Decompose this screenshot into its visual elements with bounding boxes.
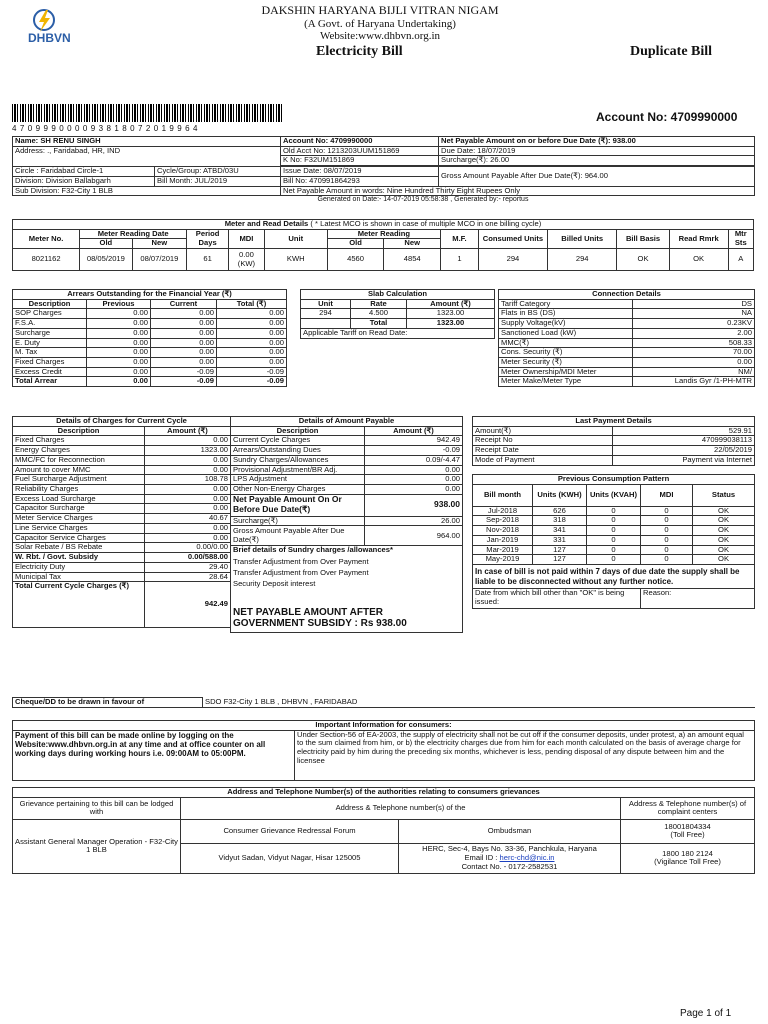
slab-cell: 4.500 (351, 309, 407, 319)
sundry-item: Transfer Adjustment from Over Payment (231, 567, 463, 578)
vigilance-label: (Vigilance Toll Free) (654, 857, 721, 867)
charge-label: Reliability Charges (13, 485, 145, 495)
consumption-header: Bill month (473, 484, 533, 506)
slab-cell: 1323.00 (407, 309, 495, 319)
arrears-cell: M. Tax (13, 348, 87, 358)
arrears-header: Current (151, 299, 217, 309)
last-payment-value: 22/05/2019 (613, 446, 755, 456)
consumption-cell: 0 (641, 516, 693, 526)
connection-value: 2.00 (633, 328, 755, 338)
arrears-cell: 0.00 (87, 358, 151, 368)
account-no: Account No: 4709990000 (281, 137, 439, 147)
charge-label: Amount to cover MMC (13, 465, 145, 475)
sundry-title: Brief details of Sundry charges /allowances* (231, 546, 463, 555)
bill-basis-header: Bill Basis (617, 229, 669, 248)
barcode (12, 104, 282, 122)
connection-label: Supply Voltage(kV) (499, 319, 633, 329)
arrears-table (12, 289, 286, 387)
last-payment-title: Last Payment Details (473, 417, 755, 427)
consumption-header: Units (KWH) (533, 484, 587, 506)
k-no: K No: F32UM151869 (281, 156, 439, 166)
payable-value: 0.09/-4.47 (365, 455, 463, 465)
logo-text: DHBVN (28, 31, 71, 45)
org-subtitle: (A Govt. of Haryana Undertaking) (304, 17, 456, 30)
page-number: Page 1 of 1 (680, 1008, 732, 1019)
payable-label: Current Cycle Charges (231, 436, 365, 446)
payable-label: Provisional Adjustment/BR Adj. (231, 465, 365, 475)
meter-cell: 4560 (327, 249, 384, 271)
slab-title: Slab Calculation (301, 290, 495, 300)
old-reading-header: Old (327, 239, 384, 249)
toll-free-label: (Toll Free) (670, 830, 705, 840)
arrears-cell: 0.00 (217, 319, 287, 329)
cheque-payee: SDO F32-City 1 BLB , DHBVN , FARIDABAD (203, 698, 755, 708)
charge-value: 0.00 (145, 455, 231, 465)
connection-label: Tariff Category (499, 299, 633, 309)
customer-address: Address: ., Faridabad, HR, IND (13, 146, 281, 166)
connection-value: NA (633, 309, 755, 319)
charge-label: Fixed Charges (13, 436, 145, 446)
meter-note: ( * Latest MCO is shown in case of multiple MCO in one billing cycle) (310, 219, 542, 228)
charge-label: Line Service Charges (13, 523, 145, 533)
disconnection-note: In case of bill is not paid within 7 days of due date the supply shall be liable to be disconnected without any further notice. (473, 565, 755, 589)
read-rmrk-header: Read Rmrk (669, 229, 728, 248)
charge-value: 0.00 (145, 485, 231, 495)
meter-no-header: Meter No. (13, 229, 80, 248)
ombudsman-address: HERC, Sec-4, Bays No. 33-36, Panchkula, Haryana (422, 844, 597, 854)
current-charges-table (12, 416, 230, 628)
consumption-cell: 0 (641, 506, 693, 516)
due-date: Due Date: 18/07/2019 (439, 146, 755, 156)
charge-value: 108.78 (145, 475, 231, 485)
charge-value: 40.67 (145, 514, 231, 524)
new-date-header: New (132, 239, 187, 249)
connection-value: Landis Gyr /1-PH-MTR (633, 377, 755, 387)
agm-operation: Assistant General Manager Operation - F32-City 1 BLB (13, 819, 181, 873)
consumption-cell: 331 (533, 535, 587, 545)
payable-header: Description (231, 426, 365, 436)
consumption-cell: Mar-2019 (473, 545, 533, 555)
consumption-table (472, 474, 754, 609)
charge-label: Excess Load Surcharge (13, 494, 145, 504)
meter-cell: OK (617, 249, 669, 271)
total-current-charges: 942.49 (145, 582, 231, 628)
mf-header: M.F. (441, 229, 479, 248)
arrears-cell: 0.00 (151, 358, 217, 368)
arrears-total-cell: -0.09 (217, 377, 287, 387)
account-number-heading: Account No: 4709990000 (596, 110, 738, 124)
consumption-cell: 0 (641, 545, 693, 555)
arrears-cell: 0.00 (87, 328, 151, 338)
org-name: DAKSHIN HARYANA BIJLI VITRAN NIGAM (261, 3, 499, 17)
charge-value: 0.00 (145, 436, 231, 446)
consumption-cell: 0 (587, 535, 641, 545)
toll-free-number: 18001804334 (664, 821, 711, 831)
charge-value: 0.00 (145, 504, 231, 514)
charge-value: 0.00 (145, 465, 231, 475)
consumed-header: Consumed Units (478, 229, 547, 248)
last-payment-label: Receipt Date (473, 446, 613, 456)
connection-label: MMC(₹) (499, 338, 633, 348)
arrears-cell: 0.00 (151, 328, 217, 338)
barcode-digits: 4 7 0 9 9 9 0 0 0 0 9 3 8 1 8 0 7 2 0 1 9 9 6 4 (12, 124, 199, 133)
arrears-cell: 0.00 (87, 348, 151, 358)
meter-section (12, 219, 754, 271)
connection-value: 0.00 (633, 358, 755, 368)
last-payment-label: Receipt No (473, 436, 613, 446)
mdi-header: MDI (229, 229, 265, 248)
sundry-item: Transfer Adjustment from Over Payment (231, 555, 463, 567)
meter-cell: A (728, 249, 753, 271)
arrears-cell: -0.09 (151, 367, 217, 377)
connection-label: Sanctioned Load (kW) (499, 328, 633, 338)
connection-label: Cons. Security (₹) (499, 348, 633, 358)
charge-label: W. Rbt. / Govt. Subsidy (13, 553, 145, 563)
arrears-cell: 0.00 (151, 338, 217, 348)
payable-value: 0.00 (365, 465, 463, 475)
consumption-cell: 0 (587, 555, 641, 565)
charge-label: Energy Charges (13, 446, 145, 456)
connection-value: 0.23KV (633, 319, 755, 329)
issue-date: Issue Date: 08/07/2019 (281, 167, 439, 177)
consumption-cell: 626 (533, 506, 587, 516)
meter-cell: OK (669, 249, 728, 271)
amount-in-words: Net Payable Amount in words: Nine Hundred Thirty Eight Rupees Only (281, 186, 755, 196)
grievance-table (12, 787, 754, 874)
date-other-than-ok: Date from which bill other than "OK" is being issued: (473, 589, 641, 609)
arrears-cell: 0.00 (151, 319, 217, 329)
consumption-cell: Sep-2018 (473, 516, 533, 526)
grievance-title: Address and Telephone Number(s) of the authorities relating to consumers grievances (13, 788, 755, 798)
consumption-cell: 0 (641, 526, 693, 536)
arrears-total-cell: Total Arrear (13, 377, 87, 387)
connection-label: Meter Security (₹) (499, 358, 633, 368)
payable-label: Other Non-Energy Charges (231, 485, 365, 495)
connection-value: DS (633, 299, 755, 309)
charge-label: Capacitor Surcharge (13, 504, 145, 514)
arrears-header: Description (13, 299, 87, 309)
payable-value: 942.49 (365, 436, 463, 446)
ombudsman-contact: Contact No. - 0172-2582531 (461, 861, 558, 871)
consumption-cell: OK (693, 526, 755, 536)
org-website: Website:www.dhbvn.org.in (319, 30, 441, 43)
last-payment-value: 470999038113 (613, 436, 755, 446)
connection-label: Flats in BS (DS) (499, 309, 633, 319)
net-after-subsidy-line2: GOVERNMENT SUBSIDY : Rs 938.00 (233, 618, 407, 630)
payable-label: Sundry Charges/Allowances (231, 455, 365, 465)
slab-cell: 294 (301, 309, 351, 319)
arrears-cell: 0.00 (87, 319, 151, 329)
charges-title: Details of Charges for Current Cycle (13, 417, 231, 427)
charge-value: 28.64 (145, 572, 231, 582)
net-after-subsidy-line1: NET PAYABLE AMOUNT AFTER (233, 606, 384, 618)
vigilance-number: 1800 180 2124 (662, 848, 713, 858)
charge-label: Solar Rebate / BS Rebate (13, 543, 145, 553)
cgrf-name: Consumer Grievance Redressal Forum (181, 819, 399, 843)
consumption-title: Previous Consumption Pattern (473, 475, 755, 485)
cheque-label: Cheque/DD to be drawn in favour of (13, 698, 203, 708)
meter-title: Meter and Read Details (224, 219, 309, 228)
consumption-cell: OK (693, 535, 755, 545)
amount-payable-table (230, 416, 462, 633)
customer-name: Name: SH RENU SINGH (13, 137, 281, 147)
cheque-row (12, 697, 754, 708)
connection-value: NM/ (633, 367, 755, 377)
gross-after-due-value: 964.00 (365, 526, 463, 546)
arrears-header: Previous (87, 299, 151, 309)
billed-header: Billed Units (548, 229, 617, 248)
slab-header: Rate (351, 299, 407, 309)
meter-cell: KWH (264, 249, 327, 271)
arrears-cell: 0.00 (217, 328, 287, 338)
charge-value: 29.40 (145, 562, 231, 572)
consumption-cell: 318 (533, 516, 587, 526)
arrears-header: Total (₹) (217, 299, 287, 309)
consumption-header: Status (693, 484, 755, 506)
grievance-col3-header: Address & Telephone number(s) of complaint centers (621, 797, 755, 819)
cgrf-address: Vidyut Sadan, Vidyut Nagar, Hisar 125005 (181, 843, 399, 873)
meter-cell: 0.00 (KW) (229, 249, 265, 271)
consumption-cell: 341 (533, 526, 587, 536)
ombudsman-email-link[interactable]: herc-chd@nic.in (499, 852, 555, 862)
grievance-col2-header: Address & Telephone number(s) of the (181, 797, 621, 819)
charge-label: MMC/FC for Reconnection (13, 455, 145, 465)
consumption-cell: OK (693, 506, 755, 516)
consumption-cell: 0 (587, 526, 641, 536)
generated-on: Generated on Date:- 14-07-2019 05:58:38 , Generated by:- reportus (317, 196, 529, 204)
arrears-total-cell: -0.09 (151, 377, 217, 387)
consumption-cell: Jul-2018 (473, 506, 533, 516)
charge-label: Electricity Duty (13, 562, 145, 572)
old-account-no: Old Acct No: 1213203UUM151869 (281, 146, 439, 156)
arrears-cell: Fixed Charges (13, 358, 87, 368)
meter-cell: 4854 (384, 249, 441, 271)
slab-header: Amount (₹) (407, 299, 495, 309)
charge-label: Fuel Surcharge Adjustment (13, 475, 145, 485)
last-payment-value: Payment via Internet (613, 455, 755, 465)
arrears-title: Arrears Outstanding for the Financial Year (₹) (13, 290, 287, 300)
meter-cell: 294 (478, 249, 547, 271)
gross-after-due-header: Gross Amount Payable After Due Date(₹): 964.00 (439, 167, 755, 186)
arrears-cell: 0.00 (217, 309, 287, 319)
division: Division: Division Ballabgarh (13, 176, 155, 186)
arrears-cell: SOP Charges (13, 309, 87, 319)
gross-after-due-label: Gross Amount Payable After Due Date(₹) (231, 526, 365, 546)
connection-label: Meter Make/Meter Type (499, 377, 633, 387)
arrears-cell: 0.00 (87, 367, 151, 377)
arrears-cell: 0.00 (87, 309, 151, 319)
connection-title: Connection Details (499, 290, 755, 300)
charge-value: 0.00 (145, 533, 231, 543)
consumption-header: MDI (641, 484, 693, 506)
bill-no: Bill No: 470991864293 (281, 176, 439, 186)
mtr-sts-header: Mtr Sts (728, 229, 753, 248)
slab-total: 1323.00 (407, 319, 495, 329)
arrears-cell: Excess Credit (13, 367, 87, 377)
reading-date-header: Meter Reading Date (80, 229, 187, 239)
important-info (12, 720, 754, 781)
last-payment-value: 529.91 (613, 426, 755, 436)
arrears-cell: 0.00 (217, 338, 287, 348)
arrears-cell: -0.09 (217, 367, 287, 377)
consumption-cell: OK (693, 516, 755, 526)
arrears-total-cell: 0.00 (87, 377, 151, 387)
surcharge-label: Surcharge(₹) (231, 516, 365, 526)
customer-block (12, 136, 754, 204)
payable-header: Amount (₹) (365, 426, 463, 436)
net-payable-label: Net Payable Amount On Or Before Due Date(₹) (231, 494, 365, 516)
payable-value: -0.09 (365, 446, 463, 456)
consumption-cell: OK (693, 555, 755, 565)
charge-value: 1323.00 (145, 446, 231, 456)
payable-value: 0.00 (365, 485, 463, 495)
arrears-cell: E. Duty (13, 338, 87, 348)
arrears-cell: F.S.A. (13, 319, 87, 329)
online-payment-info: Payment of this bill can be made online by logging on the Website:www.dhbvn.org.in at any time and at office counter on all working days during working hours i.e. 09:00AM to 05:00PM. (13, 730, 295, 780)
reason-label: Reason: (641, 589, 755, 609)
charge-label: Municipal Tax (13, 572, 145, 582)
arrears-cell: 0.00 (217, 358, 287, 368)
charge-label: Meter Service Charges (13, 514, 145, 524)
surcharge-value: 26.00 (365, 516, 463, 526)
consumption-cell: 0 (587, 545, 641, 555)
payable-label: Arrears/Outstanding Dues (231, 446, 365, 456)
payable-title: Details of Amount Payable (231, 417, 463, 427)
dhbvn-logo (10, 6, 70, 50)
section-56-info: Under Section-56 of EA-2003, the supply of electricity shall not be cut off if the consumer deposits, under protest, a) an amount equal to the sum claimed from him, or b) the electricity charges due from him for each month calculated on the basis of average charge for electricity paid by him during the preceding six months, whichever is less, pending disposal of any dispute between him and the licensee (295, 730, 755, 780)
sub-division: Sub Division: F32-City 1 BLB (13, 186, 281, 196)
consumption-cell: 127 (533, 555, 587, 565)
meter-reading-header: Meter Reading (327, 229, 440, 239)
bill-title: Electricity Bill (316, 44, 403, 59)
arrears-cell: 0.00 (87, 338, 151, 348)
payable-value: 0.00 (365, 475, 463, 485)
charge-value: 0.00/0.00 (145, 543, 231, 553)
grievance-col1-header: Grievance pertaining to this bill can be lodged with (13, 797, 181, 819)
meter-cell: 8021162 (13, 249, 80, 271)
arrears-cell: 0.00 (217, 348, 287, 358)
arrears-cell: Surcharge (13, 328, 87, 338)
charges-header: Description (13, 426, 145, 436)
consumption-cell: Jan-2019 (473, 535, 533, 545)
consumption-cell: Nov-2018 (473, 526, 533, 536)
slab-total-label: Total (351, 319, 407, 329)
applicable-tariff: Applicable Tariff on Read Date: (301, 328, 495, 338)
consumption-cell: OK (693, 545, 755, 555)
consumption-cell: 0 (641, 535, 693, 545)
last-payment-table (472, 416, 754, 466)
last-payment-label: Mode of Payment (473, 455, 613, 465)
meter-cell: 08/05/2019 (80, 249, 132, 271)
connection-value: 508.33 (633, 338, 755, 348)
slab-header: Unit (301, 299, 351, 309)
payable-label: LPS Adjustment (231, 475, 365, 485)
charge-value: 0.00 (145, 523, 231, 533)
meter-cell: 1 (441, 249, 479, 271)
consumption-cell: 127 (533, 545, 587, 555)
charges-header: Amount (₹) (145, 426, 231, 436)
ombudsman-email-label: Email ID : (464, 852, 498, 862)
last-payment-label: Amount(₹) (473, 426, 613, 436)
charge-value: 0.00/588.00 (145, 553, 231, 563)
consumption-cell: May-2019 (473, 555, 533, 565)
connection-value: 70.00 (633, 348, 755, 358)
charge-value: 0.00 (145, 494, 231, 504)
connection-label: Meter Ownership/MDI Meter (499, 367, 633, 377)
sundry-item: Security Deposit interest (231, 578, 463, 589)
bill-month: Bill Month: JUL/2019 (155, 176, 281, 186)
connection-table (498, 289, 754, 387)
unit-header: Unit (264, 229, 327, 248)
cycle-group: Cycle/Group: ATBD/03U (155, 167, 281, 177)
period-header: Period Days (187, 229, 229, 248)
arrears-cell: 0.00 (151, 309, 217, 319)
charge-label: Capacitor Service Charges (13, 533, 145, 543)
consumption-cell: 0 (587, 516, 641, 526)
circle: Circle : Faridabad Circle-1 (13, 167, 155, 177)
new-reading-header: New (384, 239, 441, 249)
old-date-header: Old (80, 239, 132, 249)
duplicate-bill-label: Duplicate Bill (630, 44, 713, 59)
important-title: Important Information for consumers: (13, 721, 755, 731)
arrears-cell: 0.00 (151, 348, 217, 358)
consumption-header: Units (KVAH) (587, 484, 641, 506)
consumption-cell: 0 (587, 506, 641, 516)
consumption-cell: 0 (641, 555, 693, 565)
total-current-charges-label: Total Current Cycle Charges (₹) (13, 582, 145, 628)
meter-cell: 294 (548, 249, 617, 271)
meter-cell: 08/07/2019 (132, 249, 187, 271)
net-payable-value: 938.00 (365, 494, 463, 516)
meter-cell: 61 (187, 249, 229, 271)
net-payable-header: Net Payable Amount on or before Due Date (₹): 938.00 (439, 137, 755, 147)
surcharge-header: Surcharge(₹): 26.00 (439, 156, 755, 166)
slab-table (300, 289, 494, 339)
ombudsman-name: Ombudsman (399, 819, 621, 843)
